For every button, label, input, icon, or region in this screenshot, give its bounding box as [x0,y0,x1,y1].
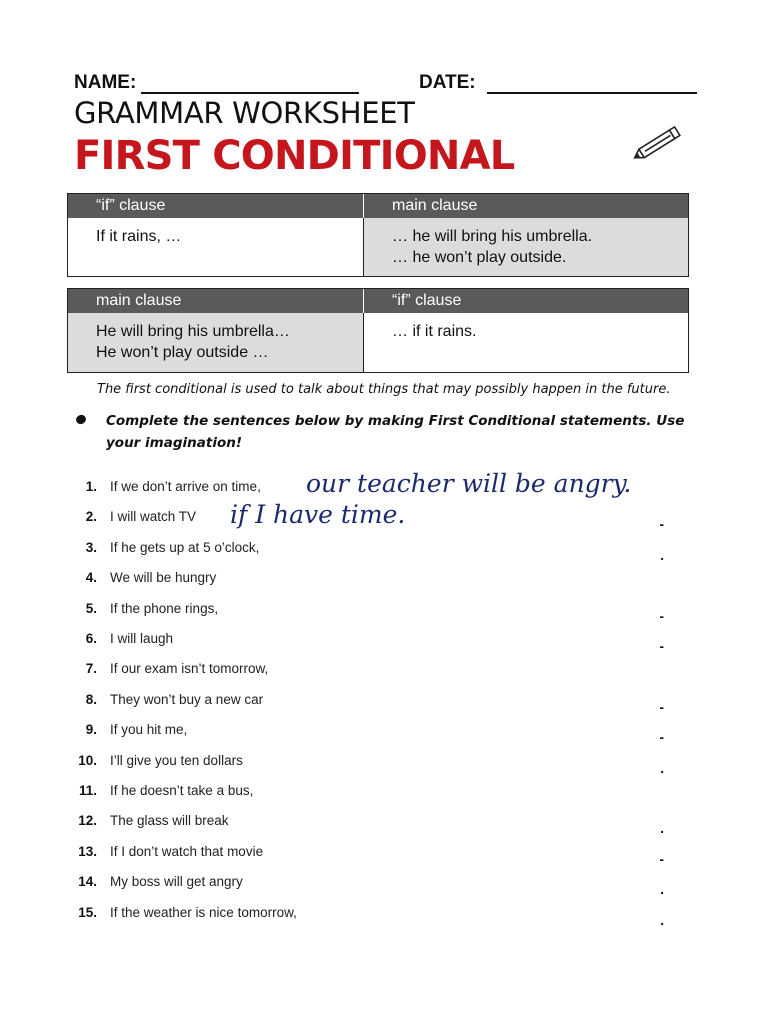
date-label: DATE: [419,72,476,93]
name-field-line[interactable] [141,92,359,94]
instructions: Complete the sentences below by making First Conditional statements. Use your imagination! [106,413,685,451]
sentence-end-mark: - [659,730,664,746]
sentence-prompt: If I don’t watch that movie [110,843,264,859]
sentence-row[interactable] [70,631,690,654]
table1-header-if: “if” clause [68,194,364,218]
handwritten-answer-1: our teacher will be angry. [306,469,632,498]
sentence-end-mark: - [659,517,664,533]
sentence-prompt: If our exam isn’t tomorrow, [110,661,269,677]
sentence-prompt: If we don’t arrive on time, [110,479,261,494]
sentence-number: 2. [85,509,97,525]
worksheet-title: GRAMMAR WORKSHEET [74,96,415,130]
sentence-number: 15. [78,904,97,920]
pencil-icon [628,120,688,164]
sentence-end-mark: . [660,760,664,776]
sentence-row[interactable] [70,691,690,715]
sentence-prompt: If the phone rings, [110,600,219,616]
sentence-prompt: If he doesn’t take a bus, [110,783,254,798]
sentence-row[interactable] [70,539,690,563]
sentence-prompt: I will laugh [110,631,174,646]
sentence-number: 3. [85,539,97,555]
sentence-row[interactable] [70,600,690,624]
table1-main-line1: … he will bring his umbrella. [392,228,593,245]
sentence-row[interactable] [70,874,690,898]
table1-cell-main [364,218,688,276]
explanation-note: The first conditional is used to talk about things that may possibly happen in the future. [97,382,671,397]
name-label: NAME: [74,72,137,93]
table-main-if [67,288,689,373]
sentence-end-mark: - [659,608,664,624]
worksheet-subtitle: FIRST CONDITIONAL [74,133,515,179]
sentence-prompt: We will be hungry [110,570,217,586]
handwritten-answer-2: if I have time. [230,500,406,529]
sentence-number: 4. [85,570,97,586]
table-if-main [67,193,689,277]
sentence-number: 6. [85,631,97,646]
bullet-icon [75,414,87,426]
sentence-row[interactable] [70,783,690,803]
sentence-end-mark: . [660,882,664,898]
sentence-prompt: If you hit me, [110,722,188,738]
sentence-prompt: They won’t buy a new car [110,691,264,707]
sentence-prompt: If he gets up at 5 o’clock, [110,539,260,555]
sentence-prompt: I will watch TV [110,509,197,525]
sentence-row[interactable] [70,904,690,928]
sentence-number: 1. [85,479,97,494]
sentence-row[interactable] [70,813,690,837]
sentence-end-mark: - [659,699,664,715]
sentence-prompt: My boss will get angry [110,874,243,890]
sentence-number: 10. [78,752,97,768]
table2-header-main: main clause [68,289,364,313]
sentence-number: 5. [85,600,97,616]
table1-main-line2: … he won’t play outside. [392,249,567,266]
table1-header-main: main clause [392,197,478,214]
sentence-number: 11. [78,783,97,798]
date-field-line[interactable] [487,92,697,94]
sentence-end-mark: . [660,821,664,837]
sentence-prompt: If the weather is nice tomorrow, [110,904,297,920]
table2-header-if: “if” clause [392,292,462,309]
sentence-row[interactable] [70,752,690,776]
sentence-row[interactable] [70,570,690,590]
sentence-number: 12. [78,813,97,829]
sentence-number: 9. [85,722,97,738]
sentence-number: 13. [78,843,97,859]
sentence-row[interactable] [70,722,690,746]
sentence-prompt: I’ll give you ten dollars [110,752,243,768]
sentence-end-mark: - [659,639,664,654]
table2-cell-main [68,313,364,372]
table2-main-line1: He will bring his umbrella… [96,323,290,340]
sentence-number: 8. [85,691,97,707]
table1-cell-if: If it rains, … [68,218,364,276]
sentence-row[interactable] [70,843,690,867]
sentence-end-mark: . [660,912,664,928]
sentence-number: 7. [85,661,97,677]
sentence-prompt: The glass will break [110,813,229,829]
sentence-row[interactable] [70,661,690,681]
sentence-end-mark: . [660,547,664,563]
sentence-end-mark: - [659,851,664,867]
table2-cell-if: … if it rains. [392,323,477,340]
table2-main-line2: He won’t play outside … [96,344,269,361]
sentence-number: 14. [78,874,97,890]
